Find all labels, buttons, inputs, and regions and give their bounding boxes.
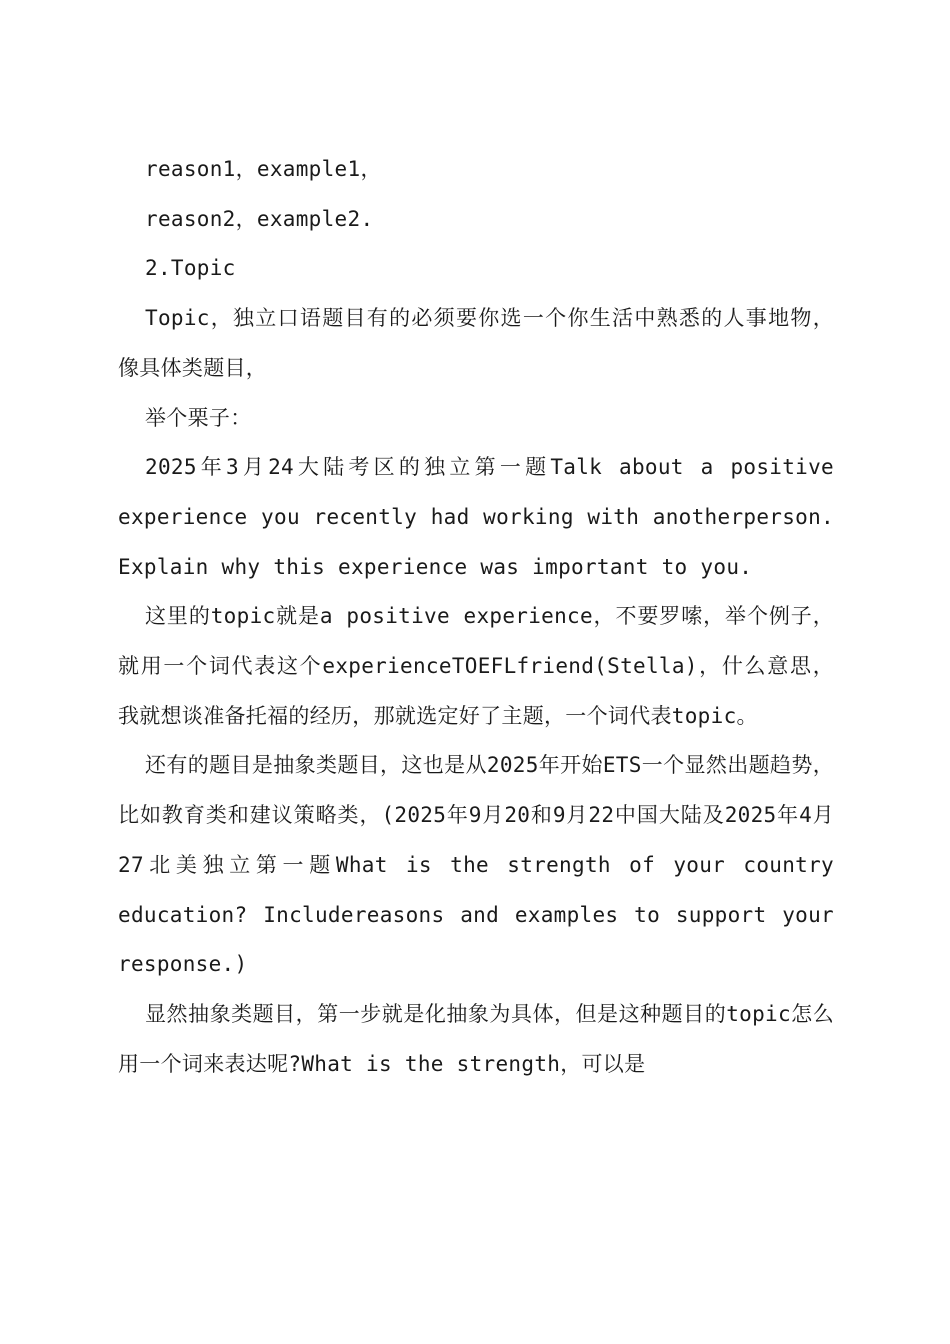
paragraph-abstract-topics: 还有的题目是抽象类题目，这也是从2025年开始ETS一个显然出题趋势，比如教育类和建议策略类，(2025年9月20和9月22中国大陆及2025年4月27北美独立第一题What is the strength of your country education? Includereasons and examples to support your response.) <box>118 753 834 977</box>
paragraph-example-question: 2025年3月24大陆考区的独立第一题Talk about a positive experience you recently had working with anotherperson. Explain why this experience was important to you. <box>118 455 834 579</box>
paragraph-abstract-approach: 显然抽象类题目，第一步就是化抽象为具体，但是这种题目的topic怎么用一个词来表达呢?What is the strength，可以是 <box>118 1001 834 1076</box>
paragraph-topic-intro: Topic，独立口语题目有的必须要你选一个你生活中熟悉的人事地物， 像具体类题目， <box>118 306 834 380</box>
paragraph-example-lead: 举个栗子： <box>145 405 252 430</box>
paragraph-topic-explanation: 这里的topic就是a positive experience，不要罗嗦，举个例子，就用一个词代表这个experienceTOEFLfriend(Stella)，什么意思，我就想谈准备托福的经历，那就选定好了主题，一个词代表topic。 <box>118 604 834 728</box>
section-heading-topic: 2.Topic <box>145 256 236 281</box>
paragraph-reason1: reason1，example1， <box>145 157 382 181</box>
document-body <box>118 145 834 1089</box>
paragraph-reason2: reason2，example2. <box>145 206 374 231</box>
